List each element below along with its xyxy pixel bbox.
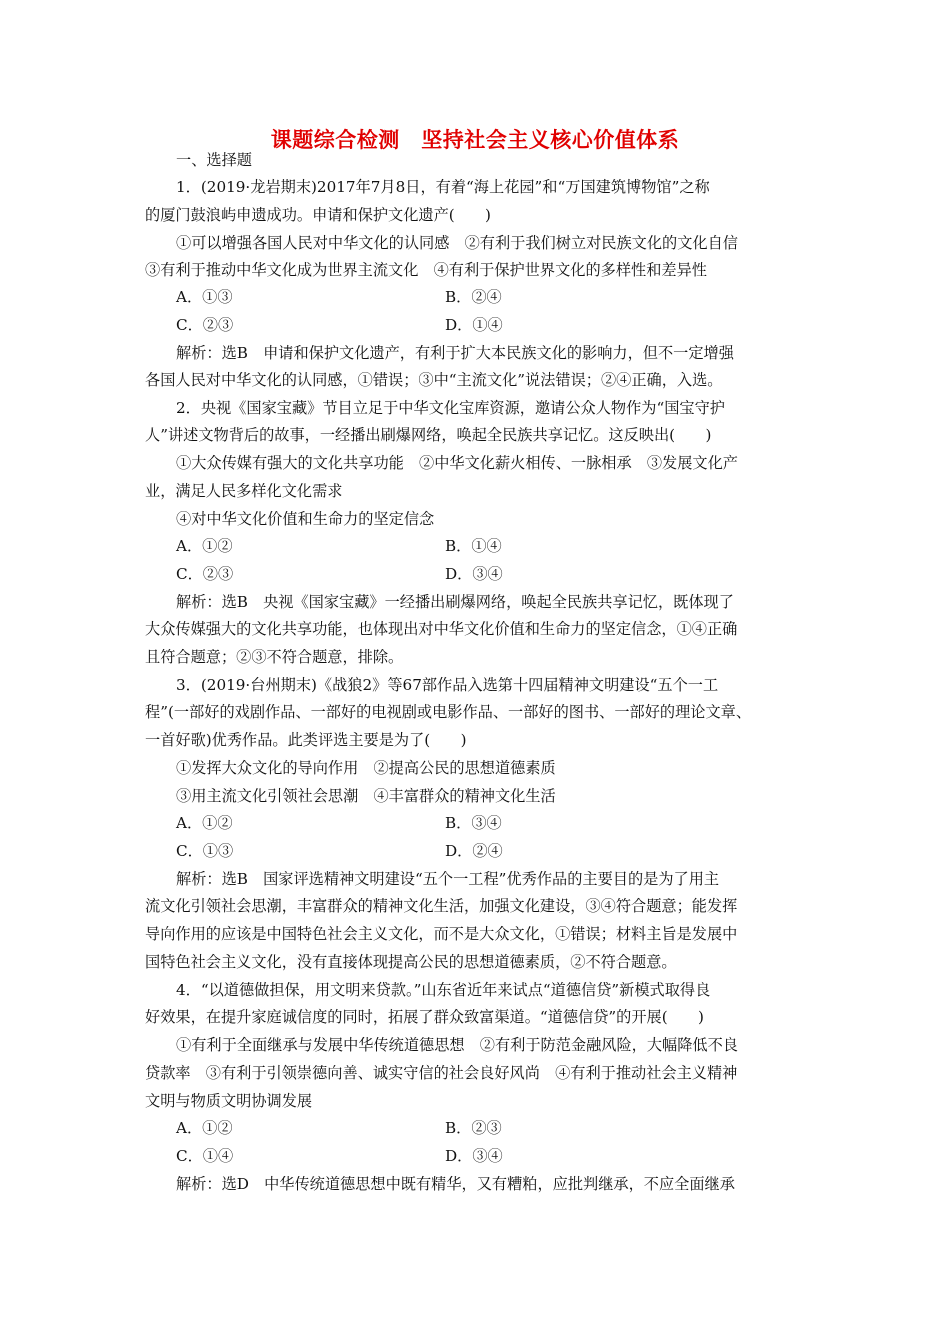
q3-analysis-line: 解析：选B 国家评选精神文明建设“五个一工程”优秀作品的主要目的是为了用主 <box>176 870 720 888</box>
q3-stem-line: 程”(一部好的戏剧作品、一部好的电视剧或电影作品、一部好的图书、一部好的理论文章、 <box>145 703 752 721</box>
q4-option-c: C．①④ <box>176 1147 234 1165</box>
q1-item-line: ①可以增强各国人民对中华文化的认同感 ②有利于我们树立对民族文化的文化自信 <box>176 234 738 252</box>
section-heading: 一、选择题 <box>176 151 252 169</box>
q2-stem-line: 人”讲述文物背后的故事，一经播出刷爆网络，唤起全民族共享记忆。这反映出( ) <box>145 426 712 444</box>
q2-option-a: A．①② <box>176 537 233 555</box>
q4-option-d: D．③④ <box>445 1147 503 1165</box>
q3-stem-line: 3．(2019·台州期末)《战狼2》等67部作品入选第十四届精神文明建设“五个一工 <box>176 676 719 694</box>
q3-stem-line: 一首好歌)优秀作品。此类评选主要是为了( ) <box>145 731 467 749</box>
q2-analysis-line: 解析：选B 央视《国家宝藏》一经播出刷爆网络，唤起全民族共享记忆，既体现了 <box>176 593 734 611</box>
q3-analysis-line: 国特色社会主义文化，没有直接体现提高公民的思想道德素质，②不符合题意。 <box>145 953 677 971</box>
q1-stem-line: 1．(2019·龙岩期末)2017年7月8日，有着“海上花园”和“万国建筑博物馆”之称 <box>176 178 710 196</box>
q2-analysis-line: 且符合题意；②③不符合题意，排除。 <box>145 648 404 666</box>
q1-item-line: ③有利于推动中华文化成为世界主流文化 ④有利于保护世界文化的多样性和差异性 <box>145 261 707 279</box>
q3-option-d: D．②④ <box>445 842 503 860</box>
q3-analysis-line: 导向作用的应该是中国特色社会主义文化，而不是大众文化，①错误；材料主旨是发展中 <box>145 925 738 943</box>
q4-option-a: A．①② <box>176 1119 233 1137</box>
q3-item-line: ③用主流文化引领社会思潮 ④丰富群众的精神文化生活 <box>176 787 556 805</box>
q2-item-line: ④对中华文化价值和生命力的坚定信念 <box>176 510 435 528</box>
q1-analysis-line: 各国人民对中华文化的认同感，①错误；③中“主流文化”说法错误；②④正确，入选。 <box>145 371 723 389</box>
q1-option-d: D．①④ <box>445 316 503 334</box>
q4-option-b: B．②③ <box>445 1119 502 1137</box>
q2-stem-line: 2．央视《国家宝藏》节目立足于中华文化宝库资源，邀请公众人物作为“国宝守护 <box>176 399 725 417</box>
page-title: 课题综合检测 坚持社会主义核心价值体系 <box>270 128 680 152</box>
q1-analysis-line: 解析：选B 申请和保护文化遗产，有利于扩大本民族文化的影响力，但不一定增强 <box>176 344 734 362</box>
q3-option-b: B．③④ <box>445 814 502 832</box>
q3-item-line: ①发挥大众文化的导向作用 ②提高公民的思想道德素质 <box>176 759 556 777</box>
q2-option-b: B．①④ <box>445 537 502 555</box>
q4-item-line: 贷款率 ③有利于引领崇德向善、诚实守信的社会良好风尚 ④有利于推动社会主义精神 <box>145 1064 738 1082</box>
q4-item-line: 文明与物质文明协调发展 <box>145 1092 313 1110</box>
q2-analysis-line: 大众传媒强大的文化共享功能，也体现出对中华文化价值和生命力的坚定信念，①④正确 <box>145 620 738 638</box>
q1-option-a: A．①③ <box>176 288 233 306</box>
q1-stem-line: 的厦门鼓浪屿申遗成功。申请和保护文化遗产( ) <box>145 206 491 224</box>
q1-option-c: C．②③ <box>176 316 234 334</box>
q2-item-line: 业，满足人民多样化文化需求 <box>145 482 343 500</box>
q3-option-a: A．①② <box>176 814 233 832</box>
q3-analysis-line: 流文化引领社会思潮，丰富群众的精神文化生活，加强文化建设，③④符合题意；能发挥 <box>145 897 738 915</box>
q4-stem-line: 4．“以道德做担保，用文明来贷款。”山东省近年来试点“道德信贷”新模式取得良 <box>176 981 711 999</box>
q4-stem-line: 好效果，在提升家庭诚信度的同时，拓展了群众致富渠道。“道德信贷”的开展( ) <box>145 1008 704 1026</box>
q4-item-line: ①有利于全面继承与发展中华传统道德思想 ②有利于防范金融风险，大幅降低不良 <box>176 1036 738 1054</box>
q3-option-c: C．①③ <box>176 842 234 860</box>
q2-option-c: C．②③ <box>176 565 234 583</box>
q4-analysis-line: 解析：选D 中华传统道德思想中既有精华，又有糟粕，应批判继承，不应全面继承 <box>176 1175 735 1193</box>
q2-item-line: ①大众传媒有强大的文化共享功能 ②中华文化薪火相传、一脉相承 ③发展文化产 <box>176 454 738 472</box>
q1-option-b: B．②④ <box>445 288 502 306</box>
q2-option-d: D．③④ <box>445 565 503 583</box>
